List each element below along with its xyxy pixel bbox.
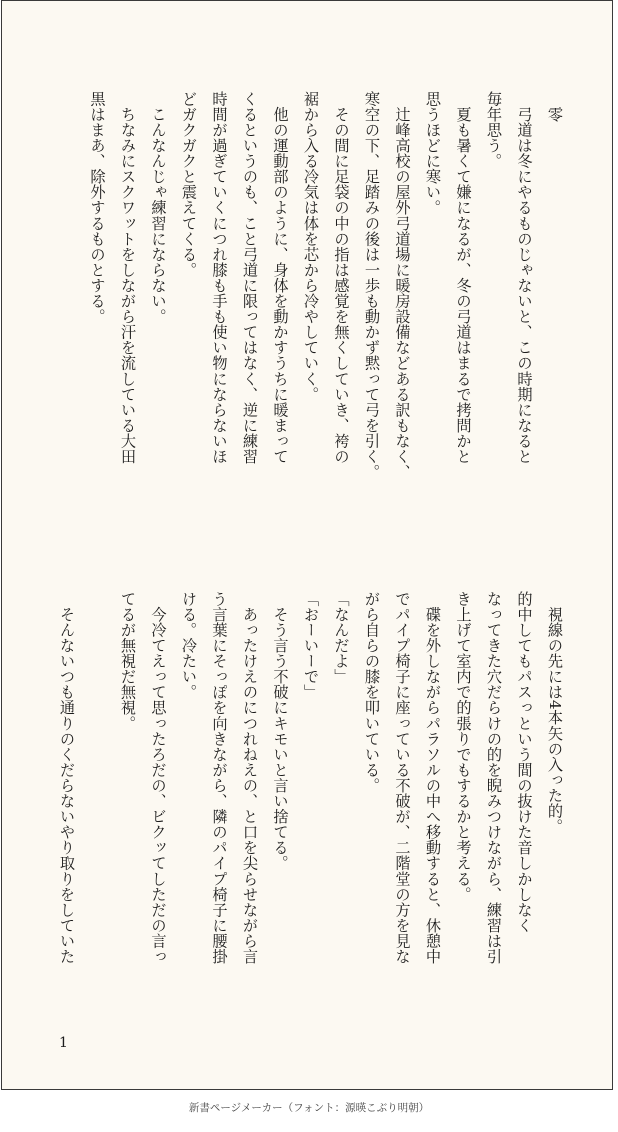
text-line: どガクガクと震えてくる。 [180, 91, 198, 278]
lower-text-block [52, 591, 571, 1011]
text-line: そう言う不破にキモいと言い捨てる。 [271, 591, 290, 871]
blank-line [82, 591, 113, 1011]
text-line: そんないつも通りのくだらないやり取りをしていた [58, 591, 76, 965]
text-line: う言葉にそっぽを向きながら、隣のパイプ椅子に腰掛 [210, 591, 229, 965]
text-line: 碟を外しながらパラソルの中へ移動すると、休憩中 [424, 591, 442, 965]
text-line: 「おーいーで」 [302, 591, 320, 700]
text-line: でパイプ椅子に座っている不破が、二階堂の方を見な [393, 591, 412, 965]
text-line: 今冷てえって思ったろだの、ビクッてしただの言っ [149, 591, 168, 965]
text-line: き上げて室内で的張りでもするかと考える。 [454, 591, 473, 902]
text-line: 「なんだよ」 [332, 591, 351, 685]
book-page [1, 0, 613, 1090]
text-line: てるが無視だ無視。 [119, 591, 137, 731]
text-line: 時間が過ぎていくにつれ膝も手も使い物にならないほ [210, 91, 229, 465]
text-line: なってきた穴だらけの的を睨みつけながら、練習は引 [485, 591, 503, 965]
footer-credit: 新書ページメーカー（フォント：源暎こぶり明朝） [188, 1102, 430, 1114]
text-line: くるというのも、こと弓道に限ってはなく、逆に練習 [241, 91, 259, 465]
text-line: 毎年思う。 [485, 91, 503, 169]
text-line: 弓道は冬にやるものじゃないと、この時期になると [515, 91, 534, 465]
text-line: 零 [546, 91, 564, 123]
upper-text-block [82, 91, 570, 551]
text-line: 視線の先には4本矢の入った的。 [546, 591, 564, 835]
text-line: 黒はまあ、除外するものとする。 [88, 91, 107, 325]
text-line: 裾から入る冷気は体を芯から冷やしていく。 [302, 91, 320, 402]
text-line: こんなんじゃ練習にならない。 [149, 91, 168, 325]
text-line: ける。冷たい。 [180, 591, 198, 700]
text-line: 夏も暑くて嫌になるが、冬の弓道はまるで拷問かと [454, 91, 473, 465]
page-number: 1 [59, 1035, 68, 1051]
text-line: 思うほどに寒い。 [424, 91, 442, 216]
text-line: 的中してもパスっという間の抜けた音しかしなく [515, 591, 534, 934]
text-line: 他の運動部のように、身体を動かすうちに暖まって [271, 91, 290, 465]
text-line: あったけえのにつれねえの、と口を尖らせながら言 [241, 591, 259, 965]
text-line: その間に足袋の中の指は感覚を無くしていき、袴の [332, 91, 351, 465]
text-line: ちなみにスクワットをしながら汗を流している大田 [119, 91, 137, 465]
text-line: 寒空の下、足踏みの後は一歩も動かず黙って弓を引く。 [363, 91, 381, 480]
text-line: 辻峰高校の屋外弓道場に暖房設備などある訳もなく、 [393, 91, 412, 480]
text-line: がら自らの膝を叩いている。 [363, 591, 381, 794]
